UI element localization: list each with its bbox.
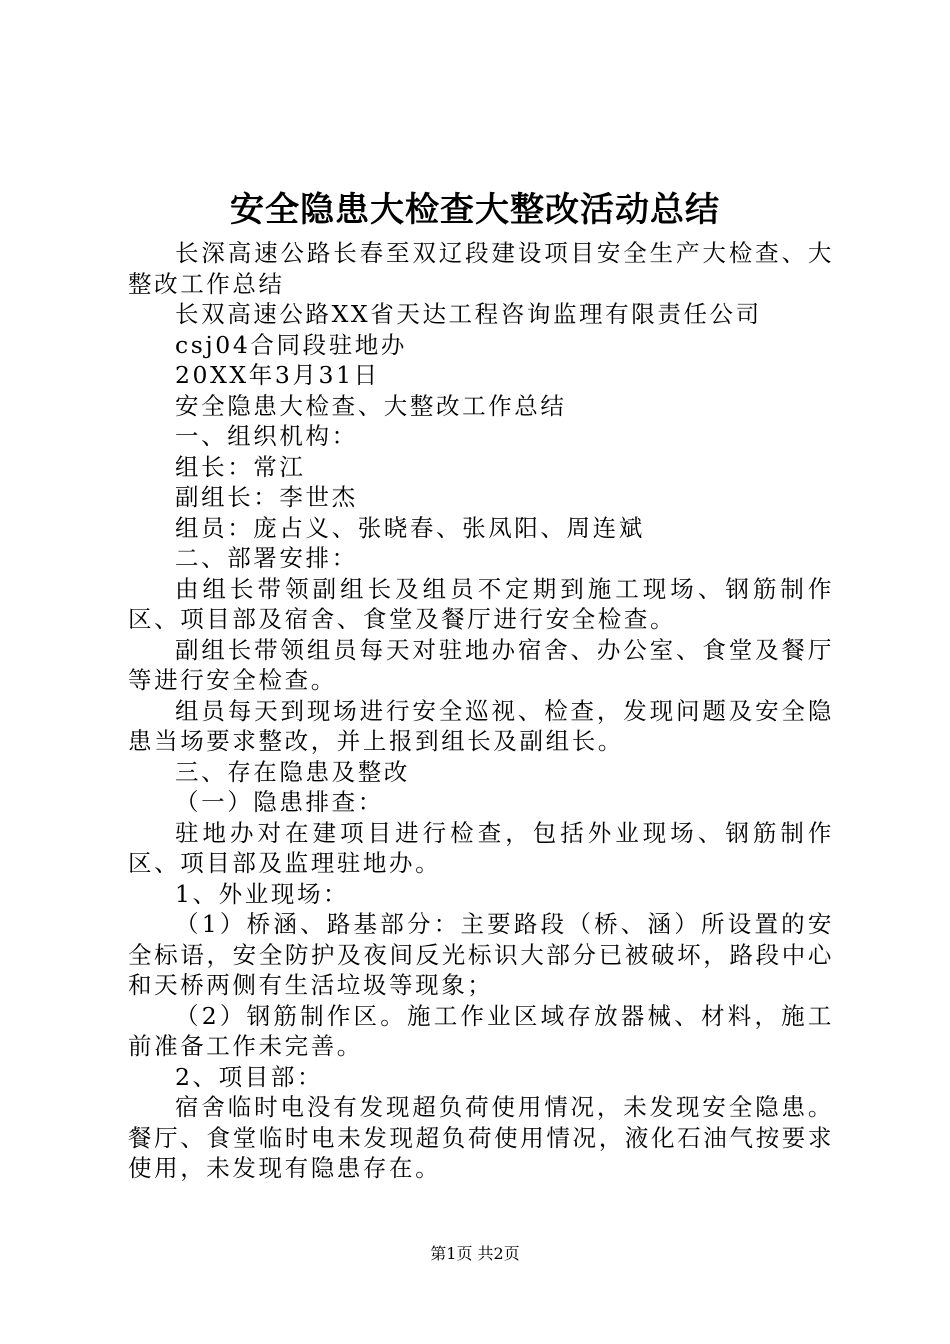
paragraph: csj04合同段驻地办 [175, 330, 408, 359]
paragraph: 驻地办对在建项目进行检查，包括外业现场、钢筋制作区、项目部及监理驻地办。 [128, 818, 834, 877]
paragraph: 由组长带领副组长及组员不定期到施工现场、钢筋制作区、项目部及宿舍、食堂及餐厅进行安全检查。 [128, 574, 834, 633]
paragraph: 副组长带领组员每天对驻地办宿舍、办公室、食堂及餐厅等进行安全检查。 [128, 635, 834, 694]
paragraph: 长深高速公路长春至双辽段建设项目安全生产大检查、大整改工作总结 [128, 239, 834, 298]
paragraph: 长双高速公路XX省天达工程咨询监理有限责任公司 [175, 300, 762, 328]
paragraph: 副组长：李世杰 [175, 483, 358, 511]
document-body [128, 238, 834, 1184]
paragraph: 组员：庞占义、张晓春、张凤阳、周连斌 [175, 513, 645, 542]
section-heading: 一、组织机构： [175, 422, 358, 450]
subsection-heading: 1、外业现场： [175, 879, 350, 908]
section-heading: 二、部署安排： [175, 544, 358, 572]
paragraph: 宿舍临时电没有发现超负荷使用情况，未发现安全隐患。餐厅、食堂临时电未发现超负荷使用情况，液化石油气按要求使用，未发现有隐患存在。 [128, 1093, 834, 1182]
document-title: 安全隐患大检查大整改活动总结 [230, 190, 720, 230]
paragraph: 20XX年3月31日 [175, 361, 380, 389]
paragraph: 组员每天到现场进行安全巡视、检查，发现问题及安全隐患当场要求整改，并上报到组长及副组长。 [128, 696, 834, 755]
section-heading: 三、存在隐患及整改 [175, 757, 410, 786]
paragraph: （1）桥涵、路基部分：主要路段（桥、涵）所设置的安全标语，安全防护及夜间反光标识大部分已被破坏，路段中心和天桥两侧有生活垃圾等现象； [128, 910, 834, 999]
page-number: 第1页 共2页 [430, 1244, 520, 1263]
paragraph: 组长：常江 [175, 452, 306, 481]
subsection-heading: （一）隐患排查： [175, 788, 384, 816]
subsection-heading: 2、项目部： [175, 1062, 324, 1091]
paragraph: 安全隐患大检查、大整改工作总结 [175, 391, 567, 420]
paragraph: （2）钢筋制作区。施工作业区域存放器械、材料，施工前准备工作未完善。 [128, 1001, 834, 1060]
